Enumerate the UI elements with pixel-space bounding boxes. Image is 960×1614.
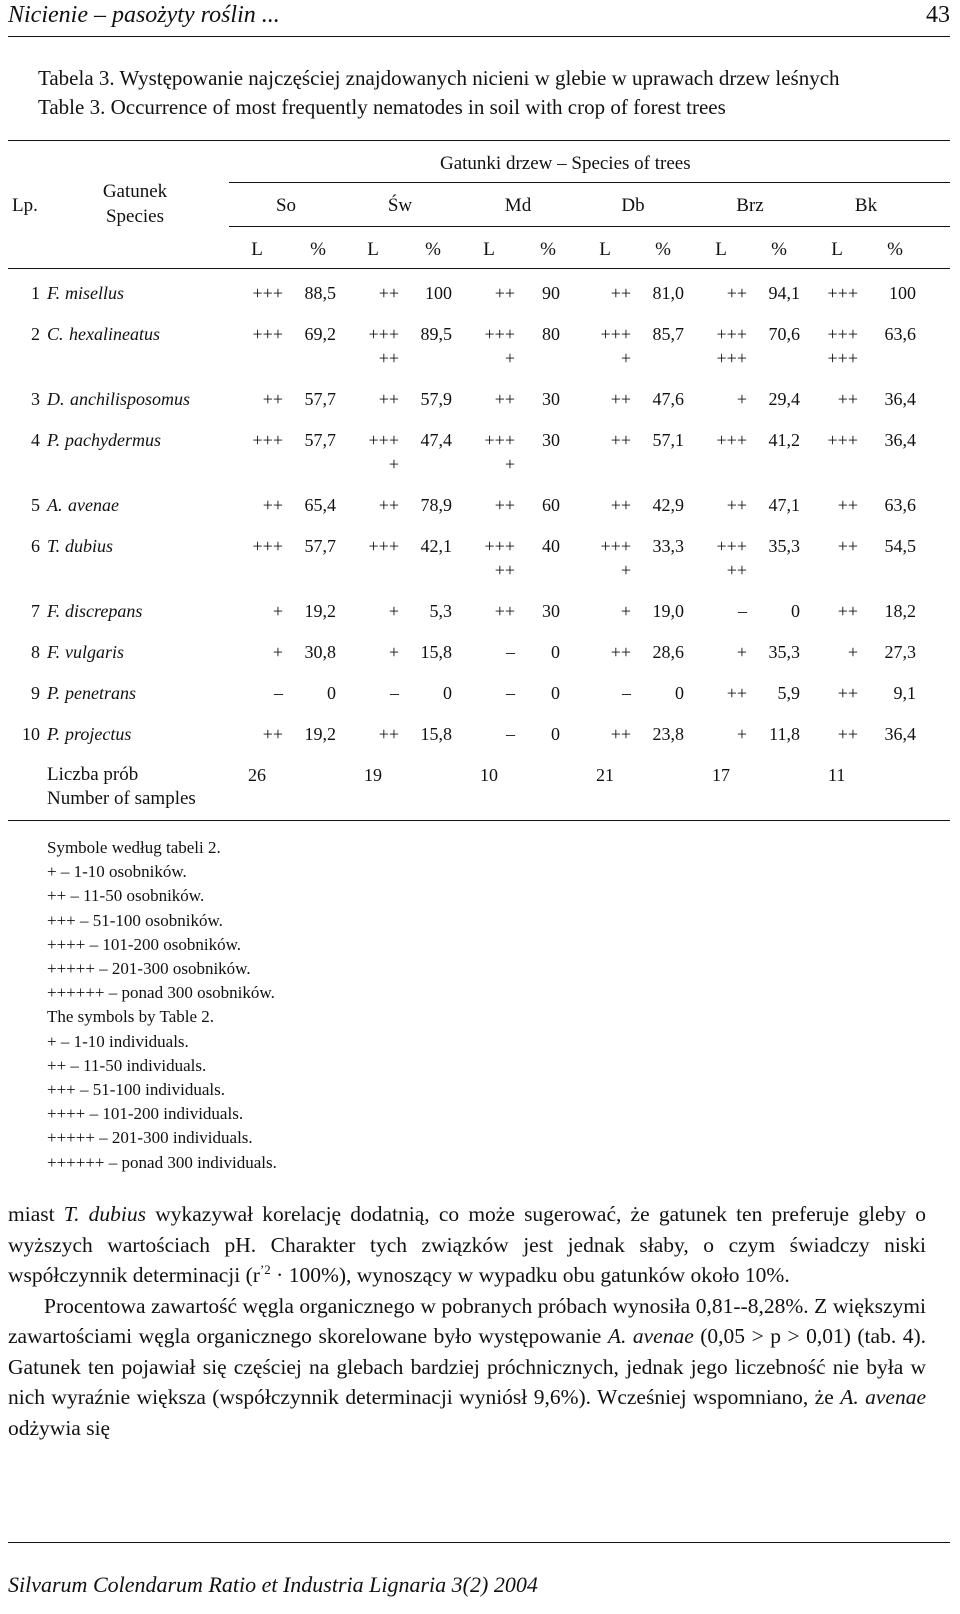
note-line: +++ – 51-100 individuals.	[47, 1080, 225, 1100]
row-number: 4	[31, 430, 40, 450]
superscript: ’2	[259, 1261, 271, 1277]
species-genus: A.	[47, 495, 63, 515]
abundance-symbol: ++	[837, 724, 858, 744]
subheader-l: L	[715, 239, 727, 260]
sample-count: 26	[248, 765, 266, 785]
abundance-symbol: +++	[827, 324, 858, 344]
species-name: pachydermus	[65, 430, 161, 450]
frequency-percent: 40	[542, 536, 560, 556]
subheader-percent: %	[425, 239, 441, 260]
species-genus: F.	[47, 283, 61, 303]
subheader-percent: %	[540, 239, 556, 260]
frequency-percent: 0	[551, 724, 560, 744]
sample-count: 21	[596, 765, 614, 785]
abundance-symbol: +	[736, 642, 747, 662]
frequency-percent: 11,8	[769, 724, 800, 744]
frequency-percent: 100	[889, 283, 916, 303]
sample-count: 10	[480, 765, 498, 785]
abundance-symbol: ++	[837, 495, 858, 515]
species-genus: C.	[47, 324, 64, 344]
frequency-percent: 19,0	[652, 601, 684, 621]
frequency-percent: 85,7	[652, 324, 684, 344]
frequency-percent: 60	[542, 495, 560, 515]
frequency-percent: 81,0	[652, 283, 684, 303]
species-genus: P.	[47, 430, 61, 450]
frequency-percent: 0	[551, 683, 560, 703]
abundance-symbol: ++	[262, 495, 283, 515]
frequency-percent: 63,6	[884, 324, 916, 344]
samples-label-en: Number of samples	[47, 788, 196, 809]
frequency-percent: 0	[791, 601, 800, 621]
table-top-rule	[8, 140, 950, 141]
frequency-percent: 30	[542, 430, 560, 450]
frequency-percent: 47,4	[420, 430, 452, 450]
abundance-symbol: ++	[610, 495, 631, 515]
species-name: dubius	[65, 536, 114, 556]
abundance-symbol: ++	[610, 283, 631, 303]
abundance-symbol: +	[272, 601, 283, 621]
frequency-percent: 69,2	[304, 324, 336, 344]
frequency-percent: 100	[425, 283, 452, 303]
frequency-percent: 36,4	[884, 430, 916, 450]
subheader-l: L	[483, 239, 495, 260]
note-line: ++++++ – ponad 300 osobników.	[47, 983, 275, 1003]
trees-group-header: Gatunki drzew – Species of trees	[440, 153, 691, 174]
abundance-symbol: –	[506, 724, 515, 744]
frequency-percent: 5,9	[777, 683, 800, 703]
abundance-symbol: +++	[484, 536, 515, 556]
abundance-symbol: ++	[610, 430, 631, 450]
tree-header: Db	[621, 195, 645, 216]
frequency-percent: 70,6	[768, 324, 800, 344]
frequency-percent: 0	[551, 642, 560, 662]
frequency-percent: 0	[675, 683, 684, 703]
header-bottom-rule	[8, 268, 950, 269]
abundance-symbol: –	[506, 642, 515, 662]
frequency-percent: 15,8	[420, 642, 452, 662]
running-title: Nicienie – pasożyty roślin ...	[8, 2, 280, 28]
tree-header: Md	[504, 195, 532, 216]
abundance-symbol: +++	[484, 430, 515, 450]
abundance-symbol-cont: +	[388, 454, 399, 474]
note-line: ++++ – 101-200 individuals.	[47, 1104, 244, 1124]
row-number: 5	[31, 495, 40, 515]
note-line: + – 1-10 osobników.	[47, 862, 187, 882]
abundance-symbol: +++	[252, 283, 283, 303]
subheader-percent: %	[655, 239, 671, 260]
note-line: +++ – 51-100 osobników.	[47, 910, 223, 930]
subheader-l: L	[831, 239, 843, 260]
abundance-symbol: ++	[494, 495, 515, 515]
frequency-percent: 90	[542, 283, 560, 303]
tree-header: Św	[387, 195, 413, 216]
frequency-percent: 65,4	[304, 495, 336, 515]
text-run: miast	[8, 1202, 64, 1226]
note-line: ++++++ – ponad 300 individuals.	[47, 1152, 277, 1172]
abundance-symbol: ++	[837, 601, 858, 621]
abundance-symbol: +	[388, 601, 399, 621]
abundance-symbol: ++	[837, 536, 858, 556]
abundance-symbol: ++	[378, 495, 399, 515]
row-number: 6	[31, 536, 40, 556]
frequency-percent: 36,4	[884, 389, 916, 409]
samples-label-pl: Liczba prób	[47, 764, 139, 785]
note-line: + – 1-10 individuals.	[47, 1031, 189, 1051]
note-line: ++ – 11-50 individuals.	[47, 1055, 207, 1075]
frequency-percent: 94,1	[768, 283, 800, 303]
note-line: ++++ – 101-200 osobników.	[47, 934, 242, 954]
abundance-symbol: +++	[484, 324, 515, 344]
abundance-symbol: +++	[716, 324, 747, 344]
text-run: (0,05 > p > 0,01) (tab. 4). Gatunek ten pojawiał się częściej na glebach bardziej próchnicznych, jednak jego liczebność nie była w nich wyraźnie większa (współczynnik determinacji wyniósł 9,6%). Wcześniej wspomniano, że	[8, 1324, 926, 1409]
abundance-symbol-cont: +	[504, 348, 515, 368]
species-header-pl: Gatunek	[102, 181, 168, 202]
abundance-symbol: ++	[610, 389, 631, 409]
abundance-symbol: +	[620, 601, 631, 621]
frequency-percent: 78,9	[420, 495, 452, 515]
species-genus: P.	[47, 683, 61, 703]
frequency-percent: 80	[542, 324, 560, 344]
species-genus: F.	[47, 601, 61, 621]
body-text	[8, 1199, 926, 1443]
tree-header: Bk	[854, 195, 878, 216]
frequency-percent: 30,8	[304, 642, 336, 662]
species-genus: D.	[47, 389, 65, 409]
caption-english: Table 3. Occurrence of most frequently nematodes in soil with crop of forest trees	[38, 95, 726, 119]
frequency-percent: 5,3	[429, 601, 452, 621]
note-line: Symbole według tabeli 2.	[47, 838, 221, 857]
abundance-symbol: ++	[378, 389, 399, 409]
abundance-symbol: ++	[837, 683, 858, 703]
row-number: 3	[31, 389, 40, 409]
abundance-symbol: ++	[378, 724, 399, 744]
sample-count: 19	[364, 765, 382, 785]
abundance-symbol: +++	[716, 430, 747, 450]
row-number: 1	[31, 283, 40, 303]
abundance-symbol: –	[390, 683, 399, 703]
frequency-percent: 57,7	[304, 389, 336, 409]
abundance-symbol-cont: ++	[378, 348, 399, 368]
species-genus: P.	[47, 724, 61, 744]
abundance-symbol-cont: ++	[726, 560, 747, 580]
text-run: wykazywał korelację dodatnią, co może sugerować, że gatunek ten preferuje gleby o wyższych wartościach pH. Charakter tych związków jest jednak słaby, o czym świadczy niski współczynnik determinacji (r	[8, 1202, 926, 1287]
frequency-percent: 57,7	[304, 536, 336, 556]
frequency-percent: 19,2	[304, 601, 336, 621]
frequency-percent: 15,8	[420, 724, 452, 744]
abundance-symbol-cont: +	[620, 560, 631, 580]
abundance-symbol: +	[272, 642, 283, 662]
species-name: avenae	[68, 495, 119, 515]
footer-rule	[8, 1542, 950, 1543]
abundance-symbol: +++	[368, 536, 399, 556]
species-genus: T.	[47, 536, 61, 556]
abundance-symbol: ++	[610, 724, 631, 744]
trees-group-rule	[229, 182, 950, 183]
abundance-symbol: ++	[726, 683, 747, 703]
abundance-symbol: ++	[837, 389, 858, 409]
subheader-percent: %	[887, 239, 903, 260]
species-genus: F.	[47, 642, 61, 662]
note-line: +++++ – 201-300 osobników.	[47, 959, 251, 979]
frequency-percent: 9,1	[893, 683, 916, 703]
frequency-percent: 54,5	[884, 536, 916, 556]
abundance-symbol: ++	[378, 283, 399, 303]
row-number: 9	[31, 683, 40, 703]
abundance-symbol: +++	[368, 430, 399, 450]
abundance-symbol: –	[506, 683, 515, 703]
frequency-percent: 47,6	[652, 389, 684, 409]
species-name: penetrans	[65, 683, 136, 703]
row-number: 10	[22, 724, 40, 744]
frequency-percent: 35,3	[768, 536, 800, 556]
header-rule	[8, 36, 950, 37]
frequency-percent: 57,7	[304, 430, 336, 450]
frequency-percent: 19,2	[304, 724, 336, 744]
frequency-percent: 29,4	[768, 389, 800, 409]
note-line: The symbols by Table 2.	[47, 1007, 215, 1027]
frequency-percent: 0	[443, 683, 452, 703]
abundance-symbol: +++	[600, 324, 631, 344]
abundance-symbol: +++	[252, 536, 283, 556]
frequency-percent: 42,1	[420, 536, 452, 556]
frequency-percent: 30	[542, 389, 560, 409]
abundance-symbol-cont: +++	[716, 348, 747, 368]
species-name: A. avenae	[840, 1385, 926, 1409]
species-name: discrepans	[65, 601, 143, 621]
frequency-percent: 23,8	[652, 724, 684, 744]
frequency-percent: 89,5	[420, 324, 452, 344]
text-run: Procentowa zawartość węgla organicznego w pobranych próbach wynosiła 0,81--8,28%. Z większymi zawartościami węgla organicznego skorelowane było występowanie	[8, 1293, 926, 1348]
frequency-percent: 41,2	[768, 430, 800, 450]
abundance-symbol: ++	[262, 724, 283, 744]
species-name: hexalineatus	[69, 324, 160, 344]
paragraph-2	[8, 1291, 926, 1444]
subheader-l: L	[367, 239, 379, 260]
text-run: · 100%), wynoszący w wypadku obu gatunków około 10%.	[270, 1263, 790, 1287]
species-name: A. avenae	[607, 1324, 694, 1348]
journal-footer: Silvarum Colendarum Ratio et Industria Lignaria 3(2) 2004	[8, 1572, 538, 1597]
table-bottom-rule	[8, 820, 950, 821]
row-number: 8	[31, 642, 40, 662]
tree-header: So	[275, 195, 297, 216]
page-number: 43	[926, 2, 950, 28]
species-name: projectus	[65, 724, 132, 744]
abundance-symbol: ++	[726, 283, 747, 303]
abundance-symbol: ++	[262, 389, 283, 409]
abundance-symbol: +	[736, 724, 747, 744]
abundance-symbol: –	[274, 683, 283, 703]
species-name: anchilisposomus	[70, 389, 191, 409]
abundance-symbol-cont: ++	[494, 560, 515, 580]
table-notes	[47, 836, 277, 1175]
subheader-percent: %	[310, 239, 326, 260]
frequency-percent: 57,9	[420, 389, 452, 409]
paragraph-1	[8, 1199, 926, 1291]
running-header	[8, 0, 950, 34]
sample-count: 11	[828, 765, 846, 785]
frequency-percent: 0	[327, 683, 336, 703]
text-run: odżywia się	[8, 1415, 111, 1440]
abundance-symbol: +++	[827, 430, 858, 450]
sample-count: 17	[712, 765, 730, 785]
frequency-percent: 33,3	[652, 536, 684, 556]
abundance-symbol: ++	[494, 389, 515, 409]
abundance-symbol: +++	[600, 536, 631, 556]
abundance-symbol: +++	[252, 430, 283, 450]
species-name: vulgaris	[65, 642, 125, 662]
abundance-symbol: –	[622, 683, 631, 703]
frequency-percent: 57,1	[652, 430, 684, 450]
table-caption	[38, 64, 840, 122]
species-name: T. dubius	[63, 1202, 147, 1226]
abundance-symbol: +++	[716, 536, 747, 556]
frequency-percent: 27,3	[884, 642, 916, 662]
abundance-symbol: ++	[726, 495, 747, 515]
frequency-percent: 47,1	[768, 495, 800, 515]
abundance-symbol: ++	[610, 642, 631, 662]
row-number: 7	[31, 601, 40, 621]
frequency-percent: 18,2	[884, 601, 916, 621]
species-name: misellus	[65, 283, 125, 303]
subheader-rule	[229, 226, 950, 227]
abundance-symbol-cont: +++	[827, 348, 858, 368]
abundance-symbol: +	[847, 642, 858, 662]
abundance-symbol: –	[738, 601, 747, 621]
frequency-percent: 88,5	[304, 283, 336, 303]
frequency-percent: 28,6	[652, 642, 684, 662]
note-line: ++ – 11-50 osobników.	[47, 886, 205, 906]
frequency-percent: 63,6	[884, 495, 916, 515]
subheader-l: L	[251, 239, 263, 260]
frequency-percent: 42,9	[652, 495, 684, 515]
abundance-symbol: ++	[494, 283, 515, 303]
abundance-symbol: +	[736, 389, 747, 409]
abundance-symbol: +++	[252, 324, 283, 344]
frequency-percent: 30	[542, 601, 560, 621]
abundance-symbol: +++	[827, 283, 858, 303]
subheader-percent: %	[771, 239, 787, 260]
abundance-symbol-cont: +	[620, 348, 631, 368]
tree-header: Brz	[736, 195, 764, 216]
note-line: +++++ – 201-300 individuals.	[47, 1128, 253, 1148]
frequency-percent: 36,4	[884, 724, 916, 744]
abundance-symbol: +++	[368, 324, 399, 344]
row-number: 2	[31, 324, 40, 344]
abundance-symbol: ++	[494, 601, 515, 621]
subheader-l: L	[599, 239, 611, 260]
abundance-symbol: +	[388, 642, 399, 662]
species-header-en: Species	[105, 206, 165, 227]
caption-polish: Tabela 3. Występowanie najczęściej znajdowanych nicieni w glebie w uprawach drzew leśnych	[38, 66, 840, 90]
abundance-symbol-cont: +	[504, 454, 515, 474]
frequency-percent: 35,3	[768, 642, 800, 662]
lp-header: Lp.	[12, 195, 38, 216]
